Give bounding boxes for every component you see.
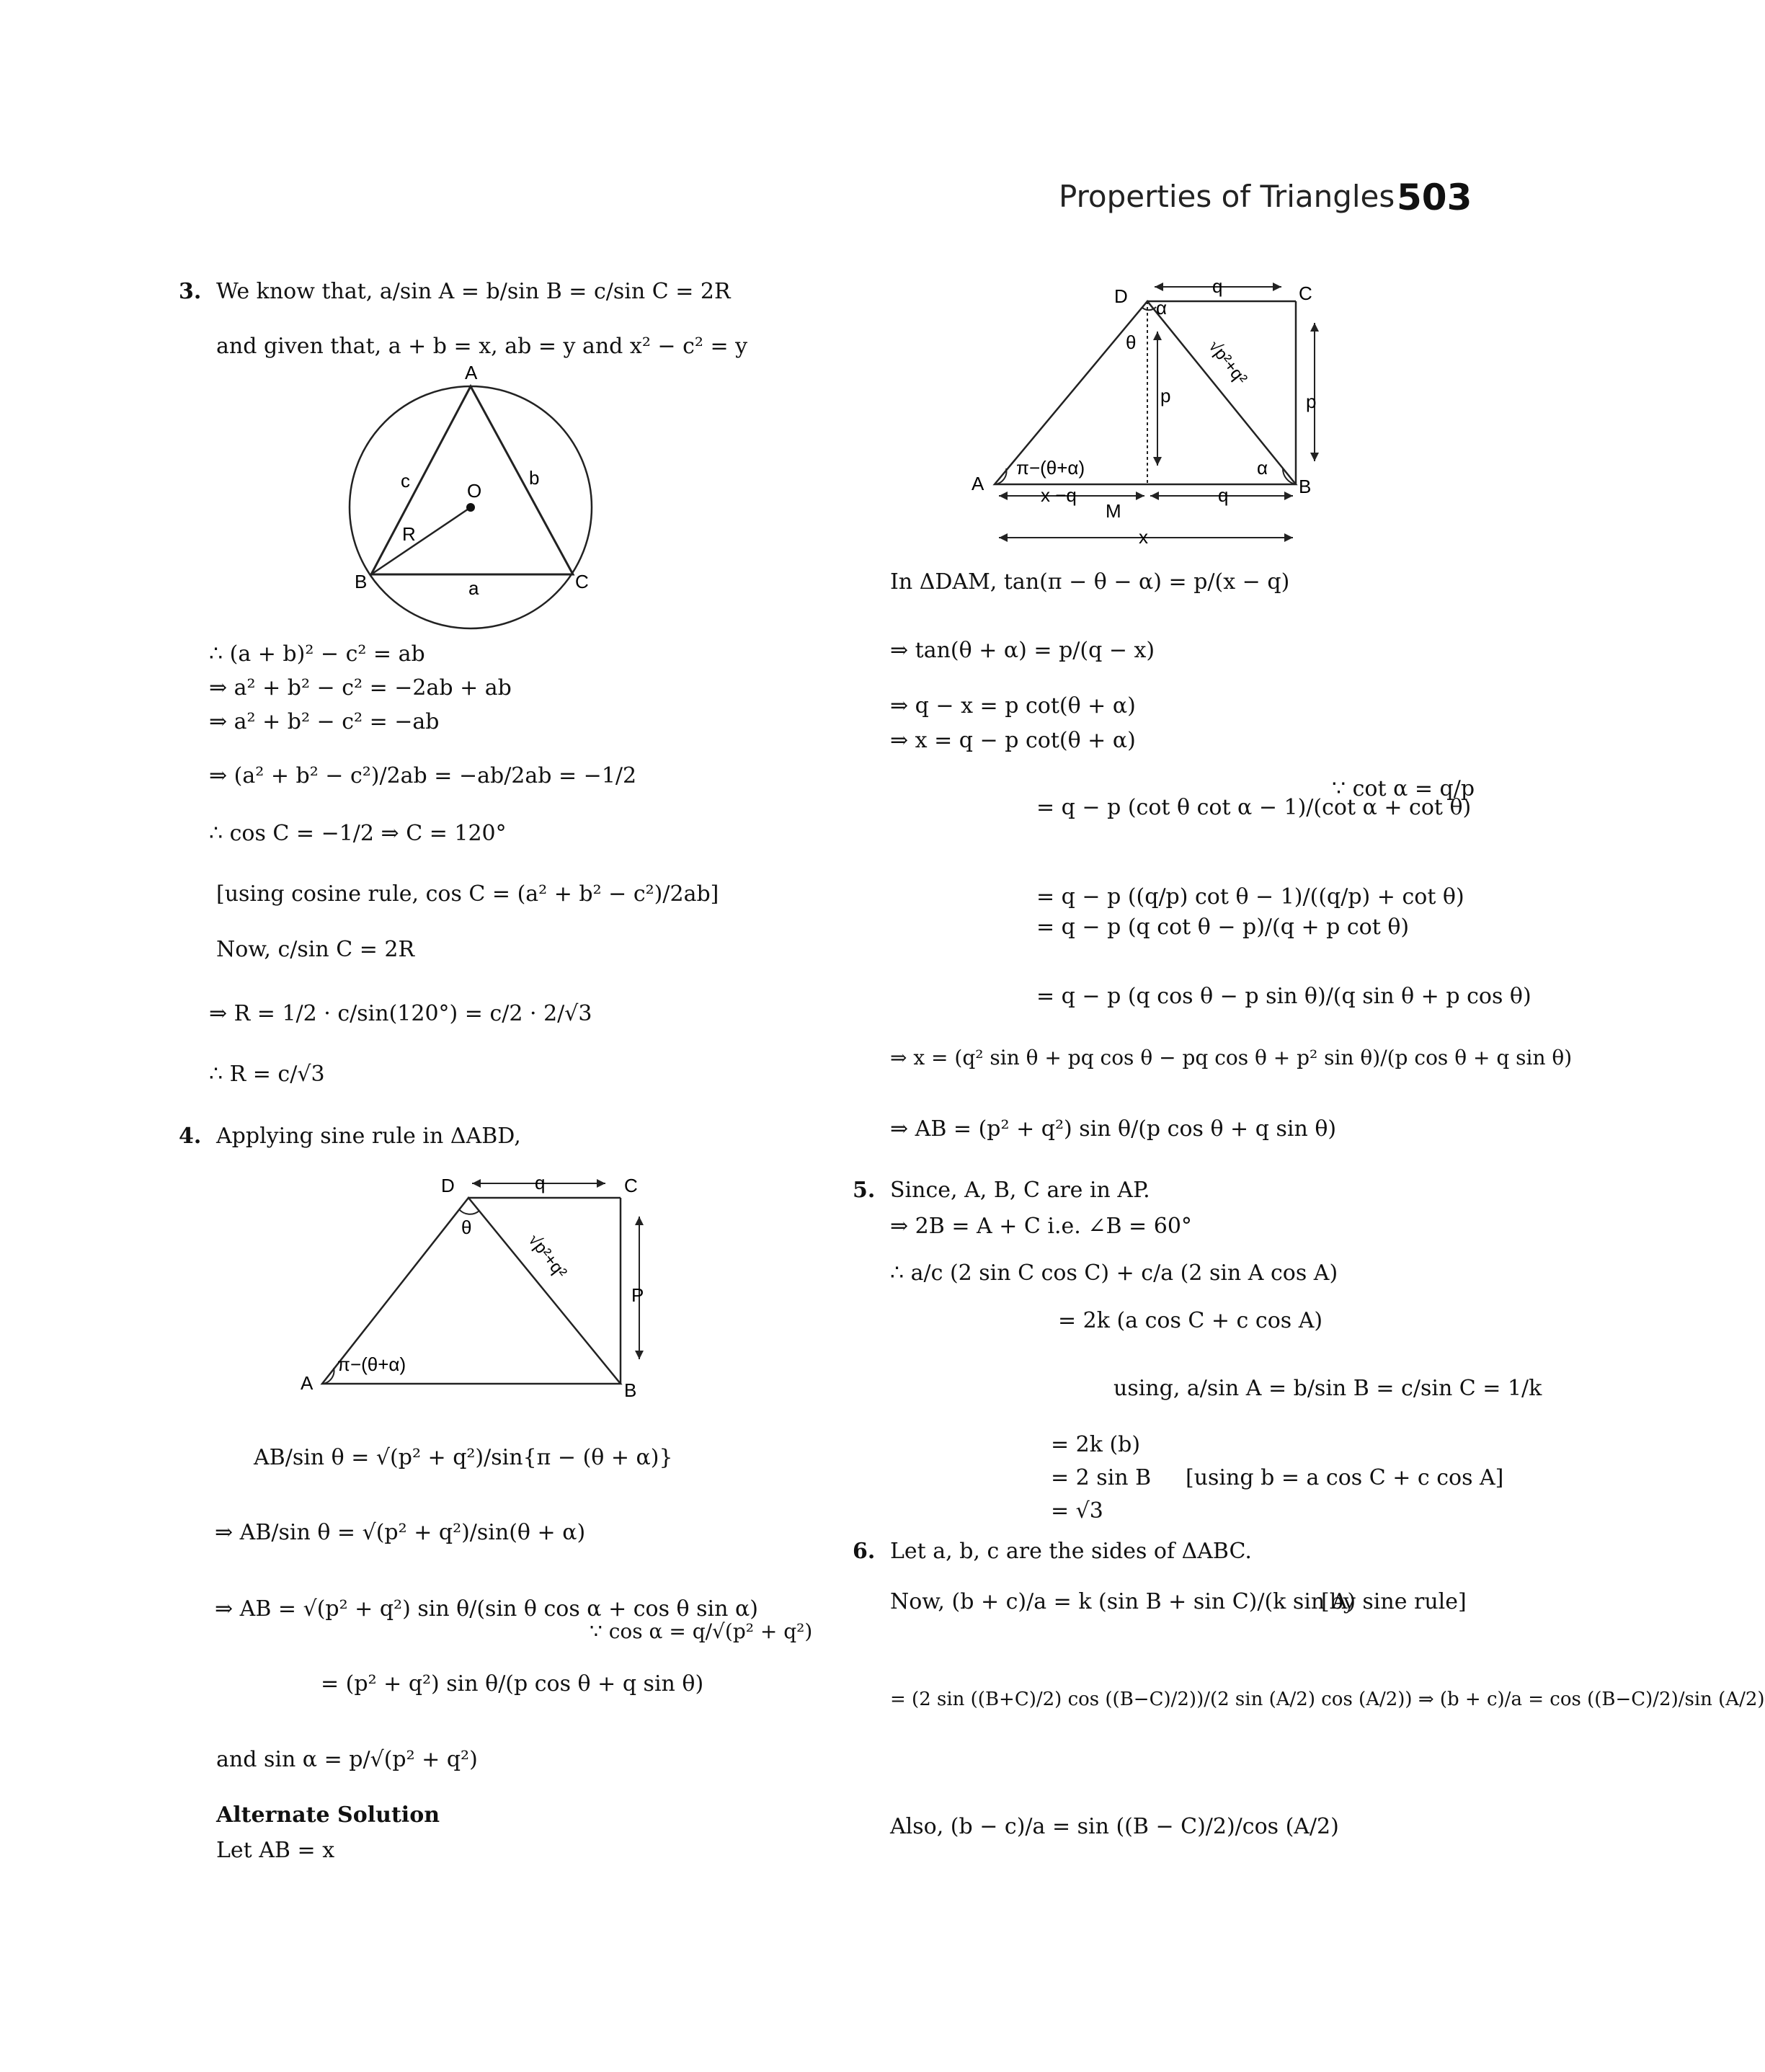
fig-label-B: B [624,1379,637,1401]
fig-label-A: A [972,473,984,494]
q4b-line-8: = q − p (q cot θ − p)/(q + p cot θ) [1036,915,1410,940]
question-number-6: 6. [853,1539,876,1564]
fig-label-p-side: p [1306,391,1317,412]
q3-line-3: ∴ (a + b)² − c² = ab [209,641,425,667]
q4-line-3: ⇒ AB/sin θ = √(p² + q²)/sin(θ + α) [215,1520,586,1545]
question-number-5: 5. [853,1178,876,1203]
q4-line-1: Applying sine rule in ΔABD, [216,1124,521,1149]
fig-label-O: O [467,480,482,502]
alternate-solution-heading: Alternate Solution [216,1802,440,1828]
fig-label-C: C [1299,283,1312,304]
q5-line-9: = √3 [1051,1498,1103,1524]
q3-line-6: ⇒ (a² + b² − c²)/2ab = −ab/2ab = −1/2 [209,763,637,788]
q5-line-4: = 2k (a cos C + c cos A) [1058,1308,1323,1333]
q6-line-4: = (2 sin ((B+C)/2) cos ((B−C)/2))/(2 sin (A/2) cos (A/2)) ⇒ (b + c)/a = cos ((B−C)/2)/sin (A/2) [890,1689,1765,1710]
fig-label-side-a: a [468,577,479,599]
q4b-line-4: ⇒ x = q − p cot(θ + α) [890,728,1136,753]
fig-label-A: A [301,1372,314,1394]
q6-line-2: Now, (b + c)/a = k (sin B + sin C)/(k sin A) [890,1589,1356,1614]
q6-line-5: Also, (b − c)/a = sin ((B − C)/2)/cos (A/2) [890,1814,1339,1839]
fig-label-M: M [1106,500,1121,522]
q3-line-7: ∴ cos C = −1/2 ⇒ C = 120° [209,821,507,846]
q5-line-6: = 2k (b) [1051,1432,1141,1457]
q5-line-5: using, a/sin A = b/sin B = c/sin C = 1/k [1113,1376,1542,1401]
q4b-line-7: = q − p ((q/p) cot θ − 1)/((q/p) + cot θ) [1036,884,1464,910]
q3-line-5: ⇒ a² + b² − c² = −ab [209,709,440,734]
question-number-3: 3. [179,279,202,304]
fig-label-q: q [535,1172,546,1193]
q4b-line-1: In ΔDAM, tan(π − θ − α) = p/(x − q) [890,569,1290,595]
fig-label-C: C [575,571,589,592]
fig-label-x-minus-q: x −q [1041,484,1077,506]
page-number: 503 [1397,177,1472,218]
q3-line-1: We know that, a/sin A = b/sin B = c/sin C = 2R [216,279,731,304]
q4b-line-6: ∵ cot α = q/p [1332,776,1475,801]
section-title: Properties of Triangles [1059,179,1395,214]
q3-line-2: and given that, a + b = x, ab = y and x² − c² = y [216,334,748,359]
fig-label-p-height: p [1160,385,1171,406]
q5-line-3: ∴ a/c (2 sin C cos C) + c/a (2 sin A cos A) [890,1260,1338,1286]
fig-label-D: D [441,1175,455,1196]
fig-label-theta: θ [461,1217,472,1238]
fig-label-side-c: c [401,470,410,492]
q4-line-9: Let AB = x [216,1838,335,1863]
q5-line-7: = 2 sin B [1051,1465,1152,1490]
q3-line-8: [using cosine rule, cos C = (a² + b² − c²)/2ab] [216,881,719,907]
fig-label-angle: π−(θ+α) [337,1353,406,1375]
q4b-line-2: ⇒ tan(θ + α) = p/(q − x) [890,638,1155,663]
q4b-line-11: ⇒ AB = (p² + q²) sin θ/(p cos θ + q sin θ) [890,1116,1337,1142]
q3-line-9: Now, c/sin C = 2R [216,937,415,962]
q4b-line-10: ⇒ x = (q² sin θ + pq cos θ − pq cos θ + p² sin θ)/(p cos θ + q sin θ) [890,1046,1573,1070]
fig-label-A: A [465,362,478,383]
q5-line-8: [using b = a cos C + c cos A] [1186,1465,1504,1490]
q4-line-7: and sin α = p/√(p² + q²) [216,1747,478,1772]
fig-label-q-bottom: q [1218,484,1229,506]
q3-line-10: ⇒ R = 1/2 · c/sin(120°) = c/2 · 2/√3 [209,1001,592,1026]
q3-line-4: ⇒ a² + b² − c² = −2ab + ab [209,675,512,701]
fig-label-R: R [402,523,416,545]
fig-label-C: C [624,1175,638,1196]
fig-label-theta: θ [1126,332,1137,353]
fig-label-side-b: b [529,467,540,489]
triangle-ABD-figure [288,1166,663,1401]
fig-label-hyp: √p²+q² [1204,337,1251,388]
fig-label-B: B [355,571,368,592]
fig-label-angle: π−(θ+α) [1016,457,1085,479]
q4b-line-5: = q − p (cot θ cot α − 1)/(cot α + cot θ) [1036,795,1472,820]
q5-line-1: Since, A, B, C are in AP. [890,1178,1150,1203]
q4-line-2: AB/sin θ = √(p² + q²)/sin{π − (θ + α)} [254,1445,673,1470]
q3-line-11: ∴ R = c/√3 [209,1062,325,1087]
fig-label-alpha-top: α [1156,297,1168,319]
fig-label-D: D [1114,285,1128,307]
fig-label-P: P [631,1284,644,1306]
q4b-line-3: ⇒ q − x = p cot(θ + α) [890,693,1136,719]
q6-line-1: Let a, b, c are the sides of ΔABC. [890,1539,1252,1564]
circumcircle-figure [339,360,598,616]
triangle-DAM-figure [966,272,1326,546]
q6-line-3: [by sine rule] [1321,1589,1467,1614]
q4-line-6: = (p² + q²) sin θ/(p cos θ + q sin θ) [321,1671,704,1697]
fig-label-alpha-bottom: α [1257,457,1268,479]
q4-line-5: ∵ cos α = q/√(p² + q²) [590,1619,813,1643]
fig-label-hyp: √p²+q² [524,1230,571,1282]
q4b-line-9: = q − p (q cos θ − p sin θ)/(q sin θ + p cos θ) [1036,984,1531,1009]
fig-label-B: B [1299,476,1312,497]
q5-line-2: ⇒ 2B = A + C i.e. ∠B = 60° [890,1214,1192,1239]
question-number-4: 4. [179,1124,202,1149]
fig-label-q-top: q [1212,275,1223,297]
fig-label-x: x [1139,526,1148,548]
q4-line-4: ⇒ AB = √(p² + q²) sin θ/(sin θ cos α + cos θ sin α) [215,1596,758,1622]
